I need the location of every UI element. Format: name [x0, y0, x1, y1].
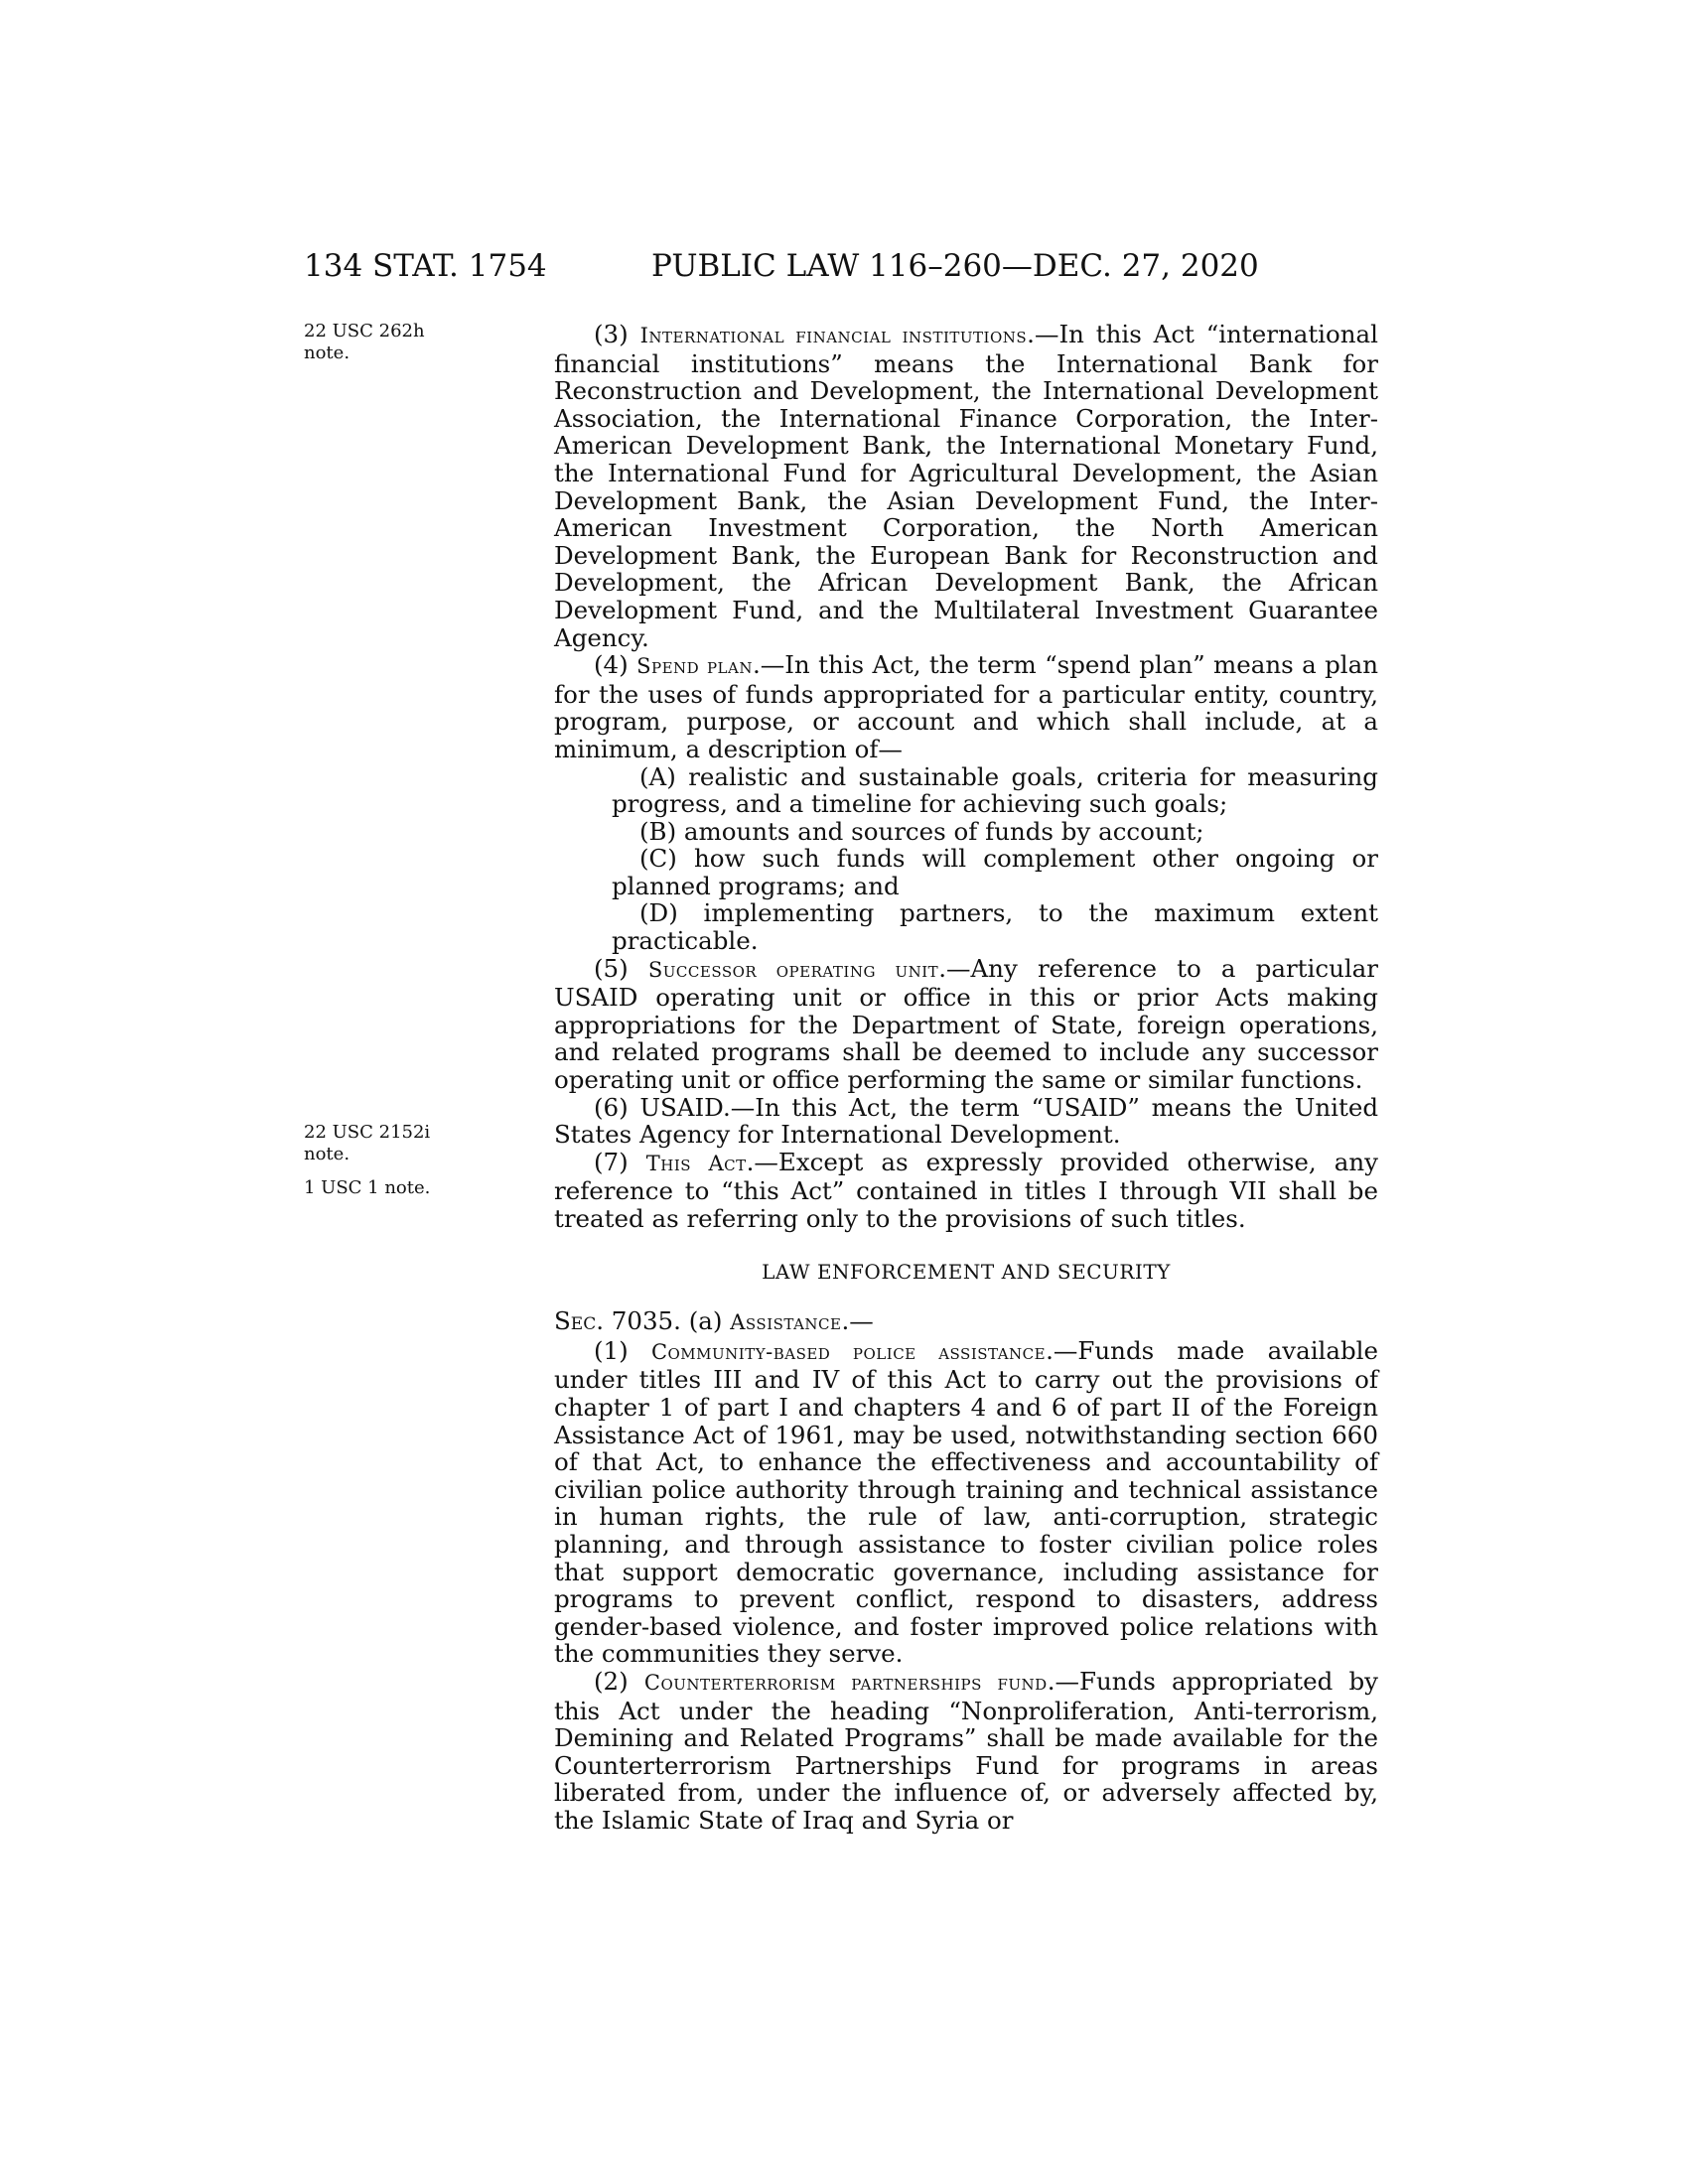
subparagraph-a: (A) realistic and sustainable goals, criteria for measuring progress, and a timeline for achieving such goals;: [612, 761, 1378, 819]
paragraph-heading: Community-based police assistance: [650, 1339, 1047, 1364]
paragraph-number: (6): [594, 1092, 629, 1122]
statute-body: [554, 321, 1378, 1834]
paragraph-7: [554, 1149, 1378, 1233]
section-paragraph-2: [554, 1668, 1378, 1835]
paragraph-text: .—In this Act, the term “USAID” means the United States Agency for International Development.: [554, 1092, 1378, 1150]
paragraph-5: [554, 955, 1378, 1094]
subsection-number: (a): [688, 1306, 723, 1336]
margin-note-1usc: [304, 1177, 483, 1199]
margin-note-line: note.: [304, 1144, 351, 1164]
paragraph-text: .—In this Act “international financial institutions” means the International Bank for Reconstruction and Development, the International Development Association, the International Finance Corporation, the Inter-American Development Bank, the International Monetary Fund, the International Fund for Agricultural Development, the Asian Development Bank, the Asian Development Fund, the Inter-American Investment Corporation, the North American Development Bank, the European Bank for Reconstruction and Development, the African Development Bank, the African Development Fund, and the Multilateral Investment Guarantee Agency.: [554, 320, 1378, 652]
margin-note-2152i: [304, 1122, 483, 1165]
margin-note-262h: [304, 321, 483, 364]
paragraph-number: (1): [594, 1335, 629, 1365]
paragraph-text: .—Any reference to a particular USAID operating unit or office in this or prior Acts making appropriations for the Department of State, foreign operations, and related programs shall be deemed to include any successor operating unit or office performing the same or similar functions.: [554, 953, 1379, 1095]
paragraph-6: [554, 1094, 1378, 1149]
paragraph-text: .—Except as expressly provided otherwise, any reference to “this Act” contained in titles I through VII shall be treated as referring only to the provisions of such titles.: [554, 1147, 1378, 1233]
paragraph-number: (3): [594, 320, 629, 348]
paragraph-heading: Successor operating unit: [647, 957, 939, 982]
paragraph-heading: USAID: [639, 1092, 723, 1122]
paragraph-text: .—Funds made available under titles III and IV of this Act to carry out the provisions of chapter 1 of part I and chapters 4 and 6 of part II of the Foreign Assistance Act of 1961, may be used, notwithstanding section 660 of that Act, to enhance the effectiveness and accountability of civilian police authority through training and technical assistance in human rights, the rule of law, anti-corruption, strategic planning, and through assistance to foster civilian police roles that support democratic governance, including assistance for programs to prevent conflict, respond to disasters, address gender-based violence, and foster improved police relations with the communities they serve.: [554, 1335, 1378, 1669]
paragraph-4: [554, 651, 1378, 762]
subparagraph-c: (C) how such funds will complement other ongoing or planned programs; and: [612, 844, 1378, 900]
paragraph-number: (5): [594, 953, 629, 983]
margin-note-line: 1 USC 1 note.: [304, 1177, 431, 1198]
stat-page-number: 134 STAT. 1754: [304, 248, 547, 284]
public-law-title: PUBLIC LAW 116–260—DEC. 27, 2020: [651, 248, 1259, 284]
paragraph-number: (2): [594, 1666, 629, 1696]
paragraph-3: [554, 321, 1378, 651]
paragraph-number: (4): [594, 650, 629, 680]
margin-note-line: 22 USC 2152i: [304, 1122, 431, 1143]
section-label: Sec. 7035.: [554, 1306, 681, 1336]
subparagraph-d: (D) implementing partners, to the maximum extent practicable.: [612, 898, 1378, 956]
subsection-dash: .—: [841, 1306, 874, 1336]
paragraph-heading: This Act: [645, 1151, 747, 1175]
section-heading: LAW ENFORCEMENT AND SECURITY: [762, 1259, 1171, 1284]
paragraph-heading: International financial institutions: [639, 324, 1028, 347]
paragraph-heading: Spend plan: [636, 654, 753, 679]
margin-note-line: 22 USC 262h: [304, 321, 425, 341]
subparagraph-b: (B) amounts and sources of funds by account;: [639, 816, 1204, 846]
section-7035-intro: [554, 1307, 1378, 1337]
subsection-heading: Assistance: [730, 1310, 842, 1335]
section-paragraph-1: [554, 1337, 1378, 1668]
page-header: [304, 248, 1376, 288]
paragraph-text: .—Funds appropriated by this Act under the heading “Nonproliferation, Anti-terrorism, Demining and Related Programs” shall be made available for the Counterterrorism Partnerships Fund for programs in areas liberated from, under the influence of, or adversely affected by, the Islamic State of Iraq and Syria or: [554, 1666, 1378, 1835]
paragraph-text: .—In this Act, the term “spend plan” means a plan for the uses of funds appropriated for a particular entity, country, program, purpose, or account and which shall include, at a minimum, a description of—: [554, 650, 1378, 763]
margin-note-line: note.: [304, 342, 351, 363]
paragraph-number: (7): [594, 1147, 629, 1176]
paragraph-heading: Counterterrorism partnerships fund: [643, 1670, 1048, 1695]
